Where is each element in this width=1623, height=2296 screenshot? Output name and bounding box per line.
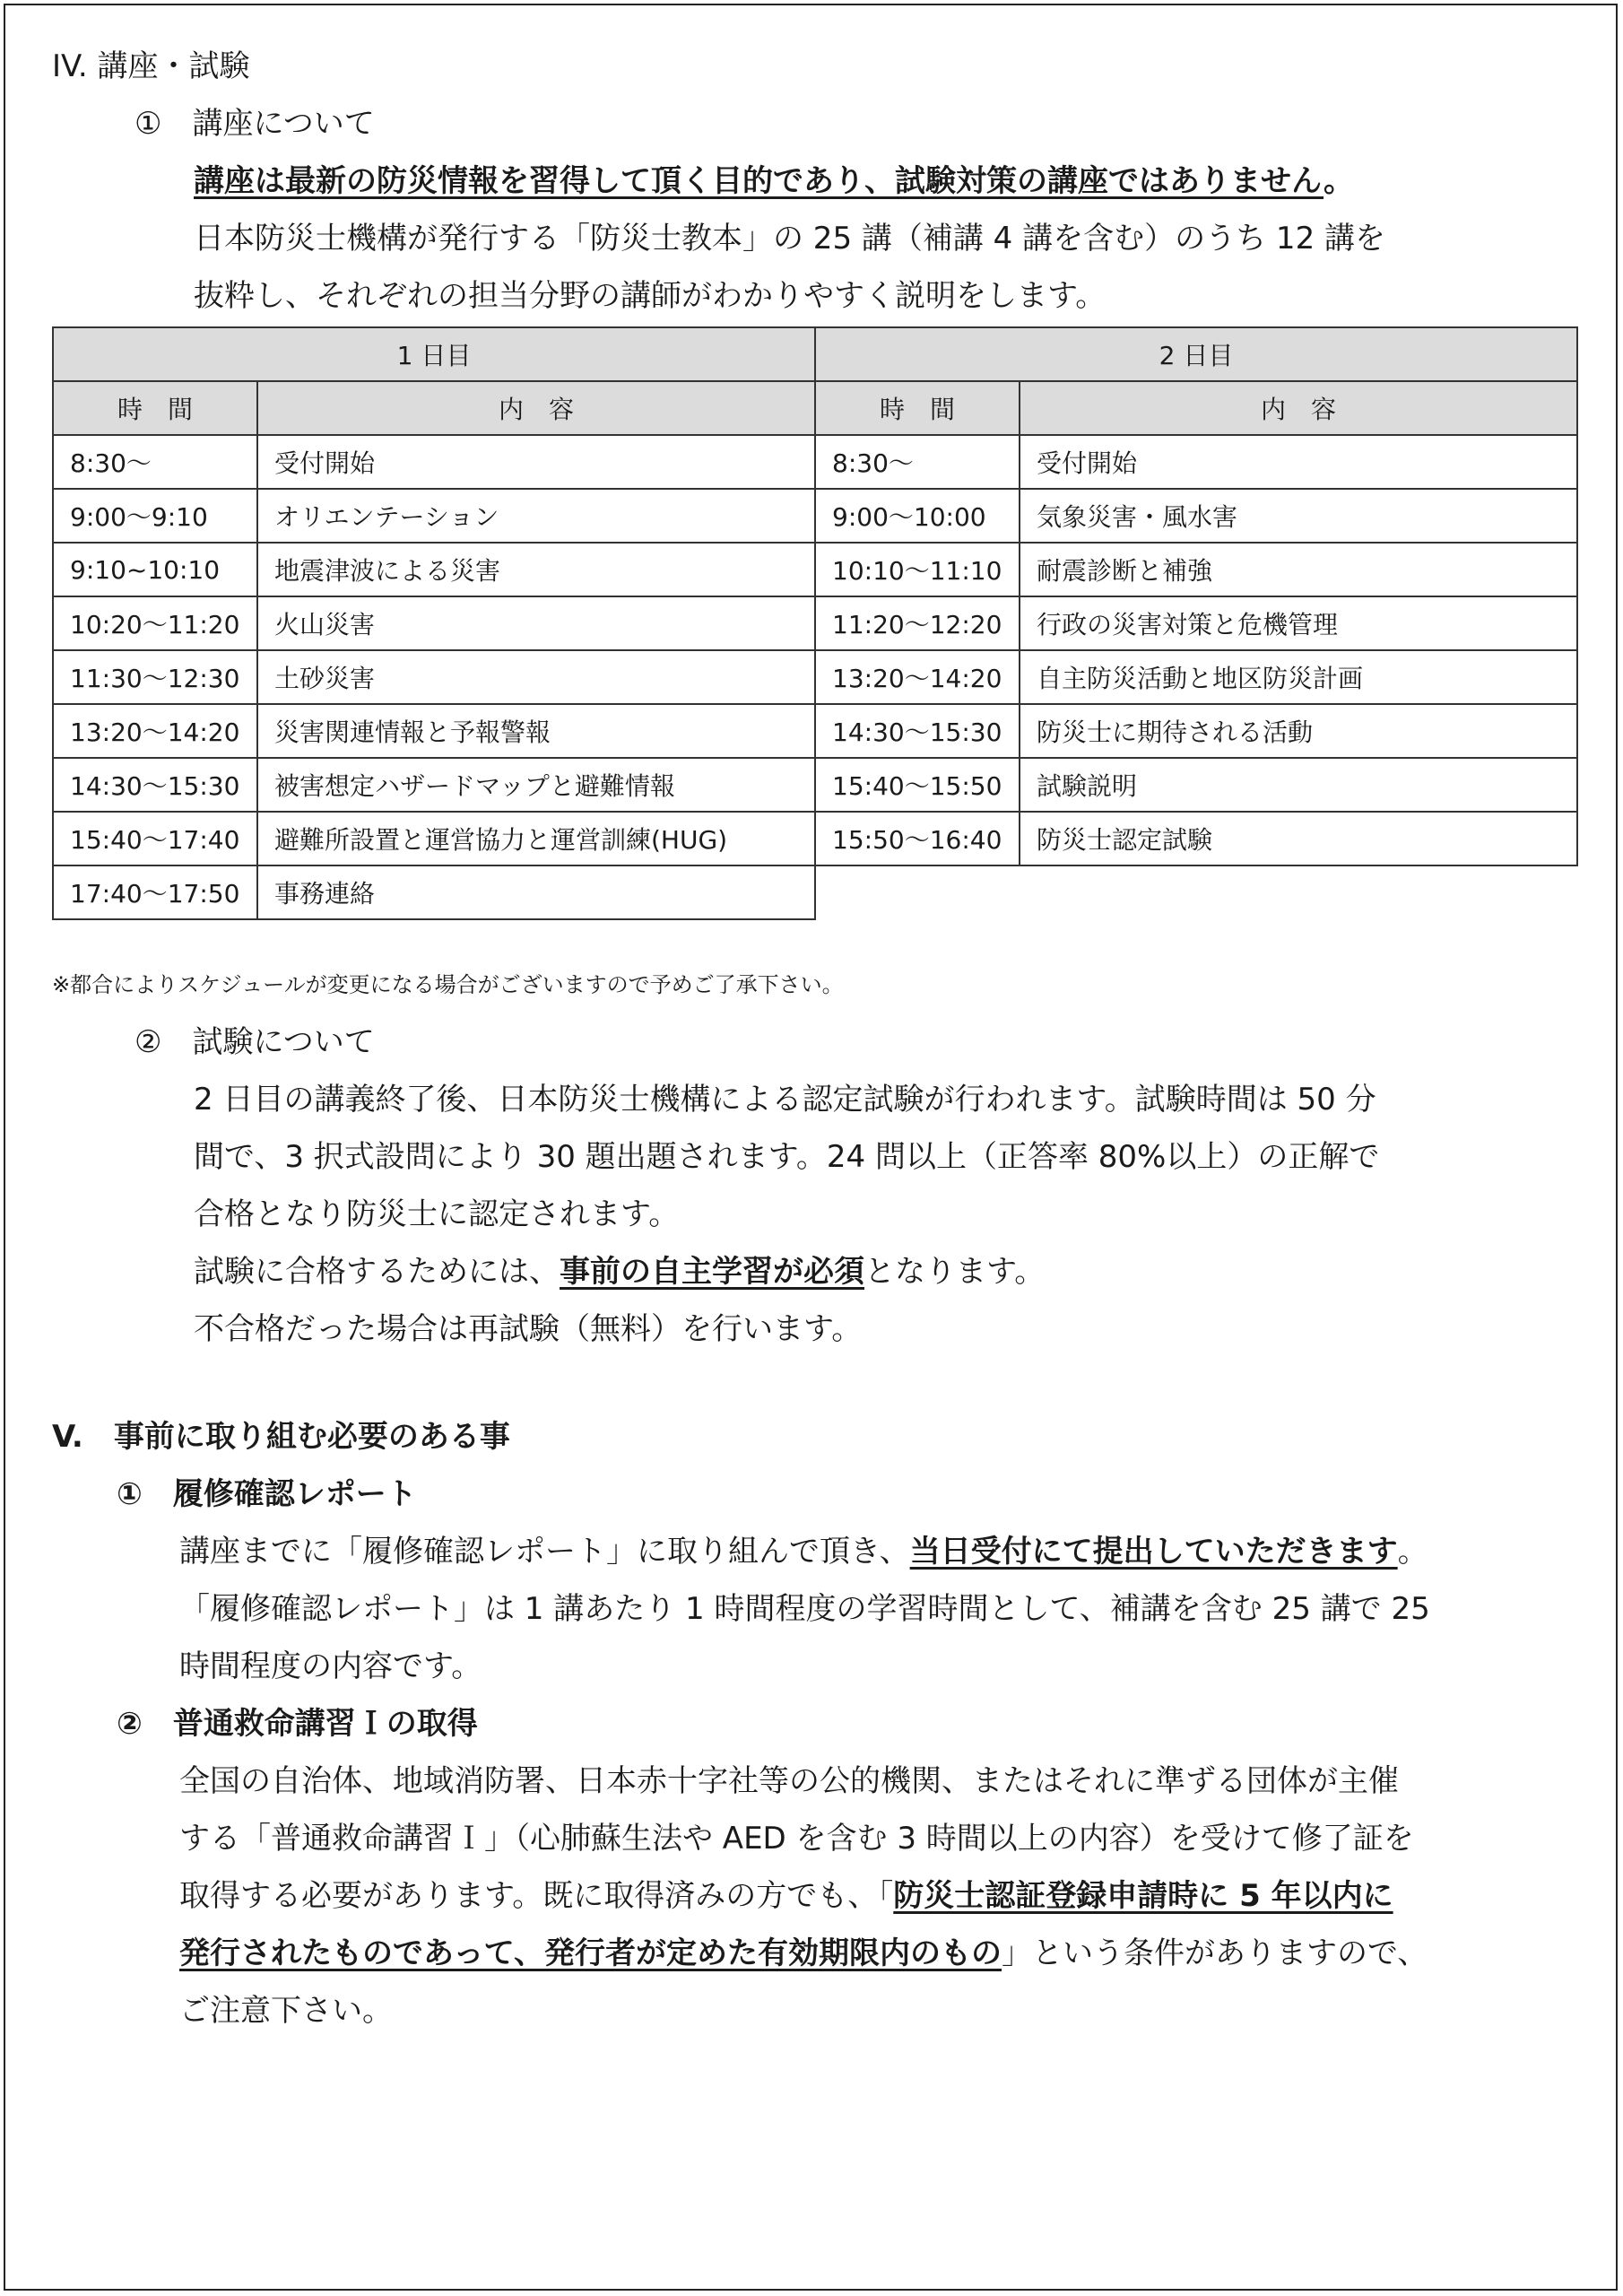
- lifesaving-line-5: ご注意下さい。: [179, 1993, 393, 2029]
- report-line-1: [179, 1532, 1428, 1571]
- table-row: [53, 543, 1577, 596]
- day2-content-cell: 防災士認定試験: [1020, 812, 1577, 865]
- section-4-sub1-heading: ① 講座について: [135, 106, 375, 142]
- validity-emphasis-1: 防災士認証登録申請時に 5 年以内に: [893, 1878, 1393, 1914]
- day1-time-header: 時 間: [53, 381, 257, 435]
- day2-time-cell: 9:00～10:00: [815, 489, 1020, 543]
- day2-content-cell: 試験説明: [1020, 758, 1577, 812]
- exam-line-4-pre: 試験に合格するためには、: [194, 1254, 560, 1290]
- day2-time-cell: 10:10～11:10: [815, 543, 1020, 596]
- day1-content-cell: オリエンテーション: [257, 489, 815, 543]
- day1-time-cell: 13:20～14:20: [53, 704, 257, 758]
- day1-content-cell: 地震津波による災害: [257, 543, 815, 596]
- day2-header: 2 日目: [815, 327, 1577, 381]
- day2-time-cell: 15:50～16:40: [815, 812, 1020, 865]
- schedule-day-header-row: [53, 327, 1577, 381]
- day1-time-cell: 8:30～: [53, 435, 257, 489]
- lifesaving-line-4-post: 」という条件がありますので、: [1001, 1935, 1428, 1971]
- day1-header: 1 日目: [53, 327, 815, 381]
- day2-content-cell: 受付開始: [1020, 435, 1577, 489]
- submission-emphasis: 当日受付にて提出していただきます: [909, 1534, 1398, 1570]
- day1-time-cell: 11:30～12:30: [53, 650, 257, 704]
- report-line-1-pre: 講座までに「履修確認レポート」に取り組んで頂き、: [179, 1534, 910, 1570]
- lecture-purpose-period: 。: [1324, 163, 1355, 199]
- lecture-purpose-emphasis: 講座は最新の防災情報を習得して頂く目的であり、試験対策の講座ではありません: [194, 163, 1324, 199]
- table-row: [53, 435, 1577, 489]
- section-4-sub1-bold-line: [194, 161, 1354, 201]
- report-line-1-post: 。: [1397, 1534, 1428, 1570]
- table-row: [53, 865, 1577, 919]
- schedule-column-header-row: [53, 381, 1577, 435]
- section-5-heading: V. 事前に取り組む必要のある事: [52, 1419, 510, 1455]
- day1-time-cell: 9:10~10:10: [53, 543, 257, 596]
- day2-content-cell: 防災士に期待される活動: [1020, 704, 1577, 758]
- validity-emphasis-2: 発行されたものであって、発行者が定めた有効期限内のもの: [179, 1935, 1002, 1971]
- table-row: [53, 812, 1577, 865]
- lifesaving-line-2: する「普通救命講習Ｉ」（心肺蘇生法や AED を含む 3 時間以上の内容）を受けて修了証を: [179, 1821, 1414, 1857]
- schedule-table: [52, 326, 1578, 920]
- day1-content-cell: 被害想定ハザードマップと避難情報: [257, 758, 815, 812]
- self-study-emphasis: 事前の自主学習が必須: [560, 1254, 864, 1290]
- day2-time-header: 時 間: [815, 381, 1020, 435]
- report-line-3: 時間程度の内容です。: [179, 1648, 482, 1684]
- day1-content-cell: 避難所設置と運営協力と運営訓練(HUG): [257, 812, 815, 865]
- day2-time-cell: 8:30～: [815, 435, 1020, 489]
- day1-content-cell: 事務連絡: [257, 865, 815, 919]
- exam-line-3: 合格となり防災士に認定されます。: [194, 1196, 680, 1232]
- day1-time-cell: 14:30～15:30: [53, 758, 257, 812]
- exam-line-1: 2 日目の講義終了後、日本防災士機構による認定試験が行われます。試験時間は 50 分: [194, 1082, 1376, 1118]
- day1-time-cell: 10:20～11:20: [53, 596, 257, 650]
- table-row: [53, 704, 1577, 758]
- day1-time-cell: 15:40～17:40: [53, 812, 257, 865]
- exam-line-4: [194, 1252, 1045, 1292]
- day1-content-cell: 受付開始: [257, 435, 815, 489]
- day1-time-cell: 9:00～9:10: [53, 489, 257, 543]
- report-line-2: 「履修確認レポート」は 1 講あたり 1 時間程度の学習時間として、補講を含む 25 講で 25: [179, 1591, 1430, 1627]
- lifesaving-line-3: [179, 1876, 1393, 1916]
- day1-content-cell: 土砂災害: [257, 650, 815, 704]
- section-4-heading: IV. 講座・試験: [52, 48, 250, 84]
- day2-time-cell: 11:20～12:20: [815, 596, 1020, 650]
- table-row: [53, 758, 1577, 812]
- schedule-note: ※都合によりスケジュールが変更になる場合がございますので予めご了承下さい。: [52, 972, 844, 997]
- section-5-sub1-heading: ① 履修確認レポート: [117, 1476, 417, 1512]
- lifesaving-line-1: 全国の自治体、地域消防署、日本赤十字社等の公的機関、またはそれに準ずる団体が主催: [179, 1763, 1399, 1799]
- exam-line-5: 不合格だった場合は再試験（無料）を行います。: [194, 1311, 863, 1347]
- day2-content-cell: 行政の災害対策と危機管理: [1020, 596, 1577, 650]
- table-row: [53, 596, 1577, 650]
- day2-content-cell: 耐震診断と補強: [1020, 543, 1577, 596]
- exam-line-4-post: となります。: [864, 1254, 1046, 1290]
- day2-content-header: 内 容: [1020, 381, 1577, 435]
- section-4-sub1-line2: 日本防災士機構が発行する「防災士教本」の 25 講（補講 4 講を含む）のうち 12 講を: [194, 221, 1386, 257]
- section-4-sub2-heading: ② 試験について: [135, 1024, 375, 1060]
- day2-time-cell: 13:20～14:20: [815, 650, 1020, 704]
- section-5-sub2-heading: ② 普通救命講習Ｉの取得: [117, 1706, 478, 1742]
- day1-content-cell: 災害関連情報と予報警報: [257, 704, 815, 758]
- day1-content-header: 内 容: [257, 381, 815, 435]
- table-row: [53, 489, 1577, 543]
- table-row: [53, 650, 1577, 704]
- lifesaving-line-4: [179, 1934, 1428, 1973]
- day2-content-cell: 気象災害・風水害: [1020, 489, 1577, 543]
- day2-time-cell: 15:40～15:50: [815, 758, 1020, 812]
- day1-content-cell: 火山災害: [257, 596, 815, 650]
- day2-content-cell: 自主防災活動と地区防災計画: [1020, 650, 1577, 704]
- empty-cell: [815, 865, 1577, 919]
- lifesaving-line-3-pre: 取得する必要があります。既に取得済みの方でも、「: [179, 1878, 894, 1914]
- section-4-sub1-line3: 抜粋し、それぞれの担当分野の講師がわかりやすく説明をします。: [194, 278, 1107, 314]
- exam-line-2: 間で、3 択式設問により 30 題出題されます。24 問以上（正答率 80%以上）の正解で: [194, 1139, 1380, 1175]
- day1-time-cell: 17:40～17:50: [53, 865, 257, 919]
- day2-time-cell: 14:30～15:30: [815, 704, 1020, 758]
